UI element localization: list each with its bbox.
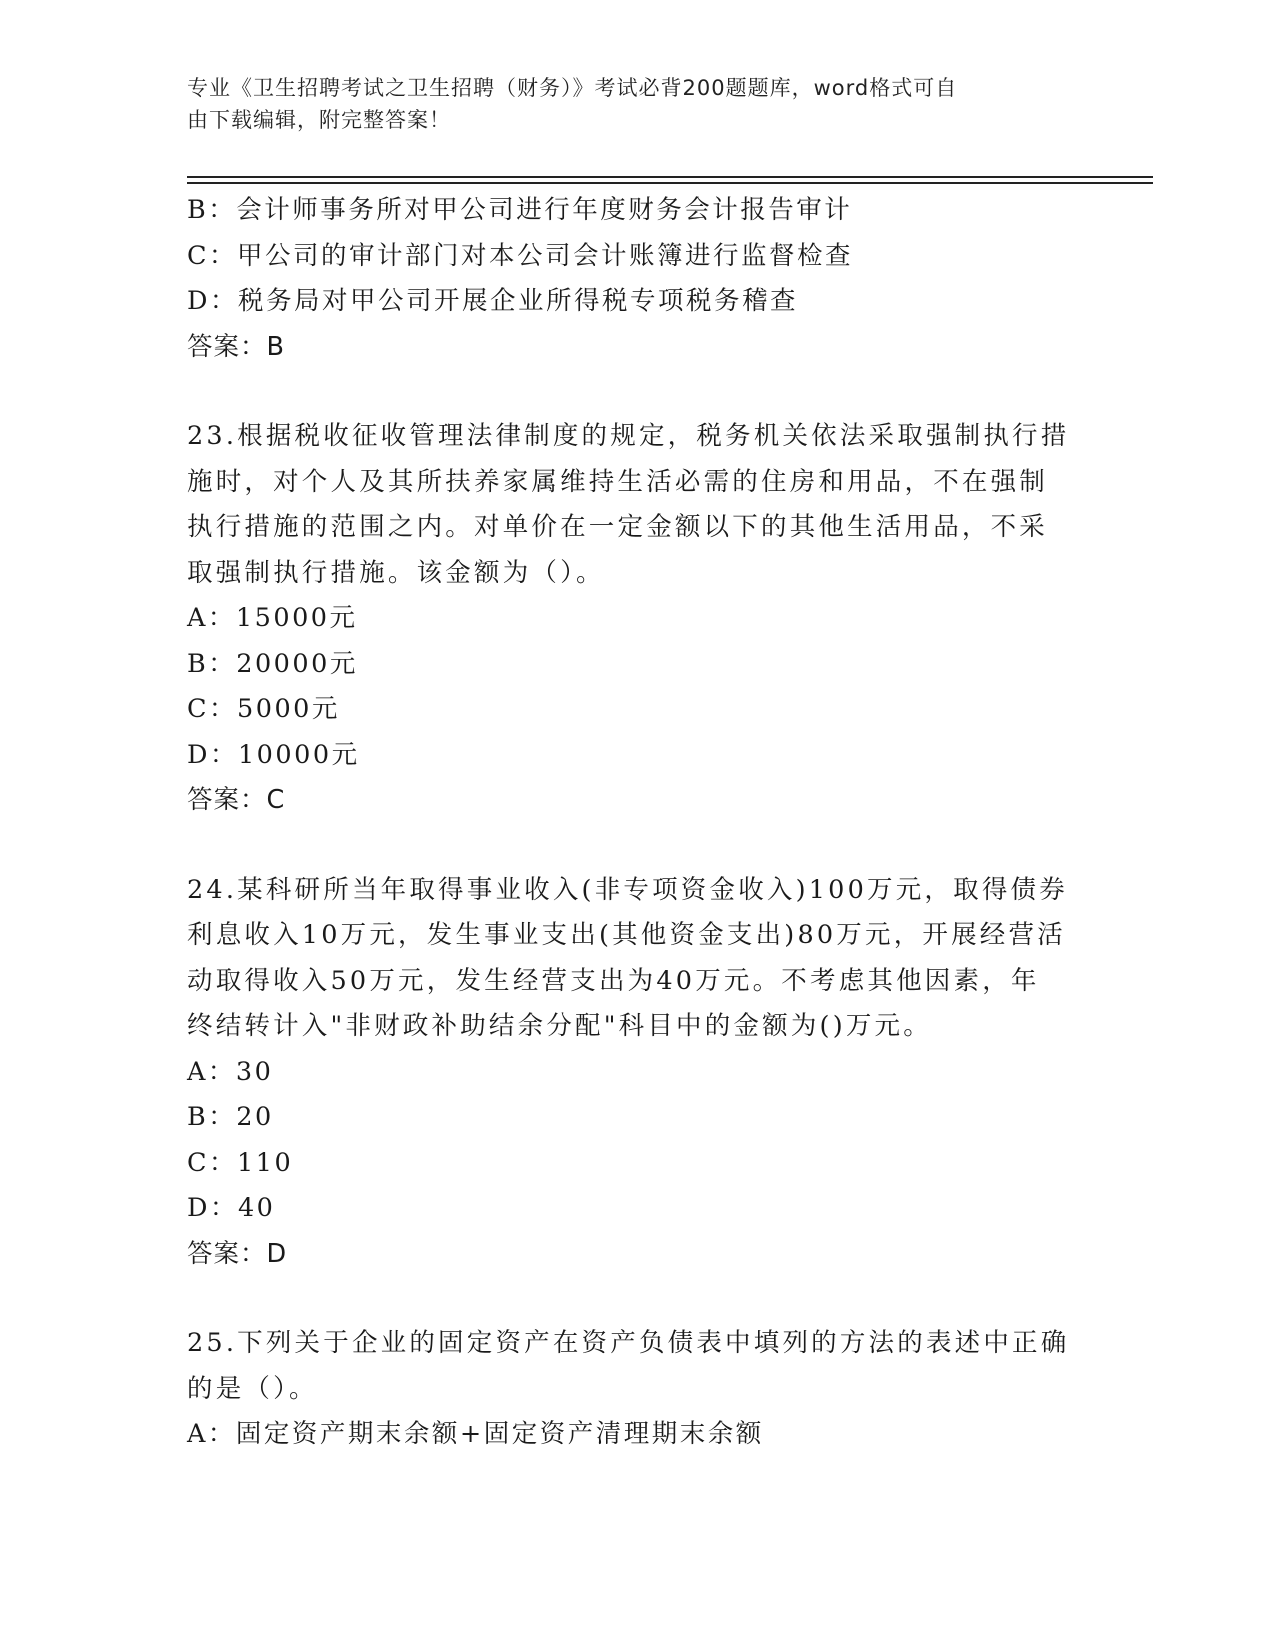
option-c: C：5000元 [187, 694, 340, 724]
option-d: D：40 [187, 1193, 276, 1223]
question-stem-line: 25.下列关于企业的固定资产在资产负债表中填列的方法的表述中正确 [187, 1328, 1070, 1358]
question-stem-line: 取强制执行措施。该金额为（）。 [187, 557, 605, 588]
header-line-1: 专业《卫生招聘考试之卫生招聘（财务）》考试必背200题题库，word格式可自 [187, 76, 958, 100]
header-rule-top [187, 176, 1153, 178]
question-stem-line: 施时，对个人及其所扶养家属维持生活必需的住房和用品，不在强制 [187, 466, 1049, 497]
header-line-2: 由下载编辑，附完整答案！ [187, 108, 451, 132]
question-25 [187, 1321, 1087, 1458]
question-stem-line: 动取得收入50万元，发生经营支出为40万元。不考虑其他因素，年 [187, 965, 1040, 996]
question-23 [187, 414, 1087, 824]
spacer [187, 1277, 1087, 1321]
option-d: D：税务局对甲公司开展企业所得税专项税务稽查 [187, 286, 798, 316]
answer-line: 答案：B [187, 331, 285, 362]
question-24 [187, 868, 1087, 1278]
document-header [187, 72, 1067, 136]
option-b: B：20 [187, 1102, 274, 1132]
option-b: B：20000元 [187, 648, 358, 679]
spacer [187, 824, 1087, 868]
option-d: D：10000元 [187, 739, 360, 770]
answer-line: 答案：D [187, 1238, 288, 1269]
question-stem-line: 终结转计入"非财政补助结余分配"科目中的金额为()万元。 [187, 1011, 932, 1041]
spacer [187, 370, 1087, 414]
option-b: B：会计师事务所对甲公司进行年度财务会计报告审计 [187, 195, 853, 225]
question-content [187, 188, 1087, 1458]
header-rule-bottom [187, 182, 1153, 184]
option-a: A：15000元 [187, 603, 358, 633]
answer-line: 答案：C [187, 785, 286, 815]
question-stem-line: 执行措施的范围之内。对单价在一定金额以下的其他生活用品，不采 [187, 512, 1049, 542]
option-a: A：固定资产期末余额+固定资产清理期末余额 [187, 1419, 764, 1449]
question-stem-line: 的是（）。 [187, 1373, 318, 1404]
question-stem-line: 23.根据税收征收管理法律制度的规定，税务机关依法采取强制执行措 [187, 421, 1070, 451]
question-stem-line: 24.某科研所当年取得事业收入(非专项资金收入)100万元，取得债券 [187, 874, 1068, 905]
option-c: C：110 [187, 1147, 294, 1178]
previous-question-tail [187, 188, 1087, 370]
option-c: C：甲公司的审计部门对本公司会计账簿进行监督检查 [187, 240, 854, 271]
option-a: A：30 [187, 1056, 274, 1087]
question-stem-line: 利息收入10万元，发生事业支出(其他资金支出)80万元，开展经营活 [187, 920, 1066, 950]
